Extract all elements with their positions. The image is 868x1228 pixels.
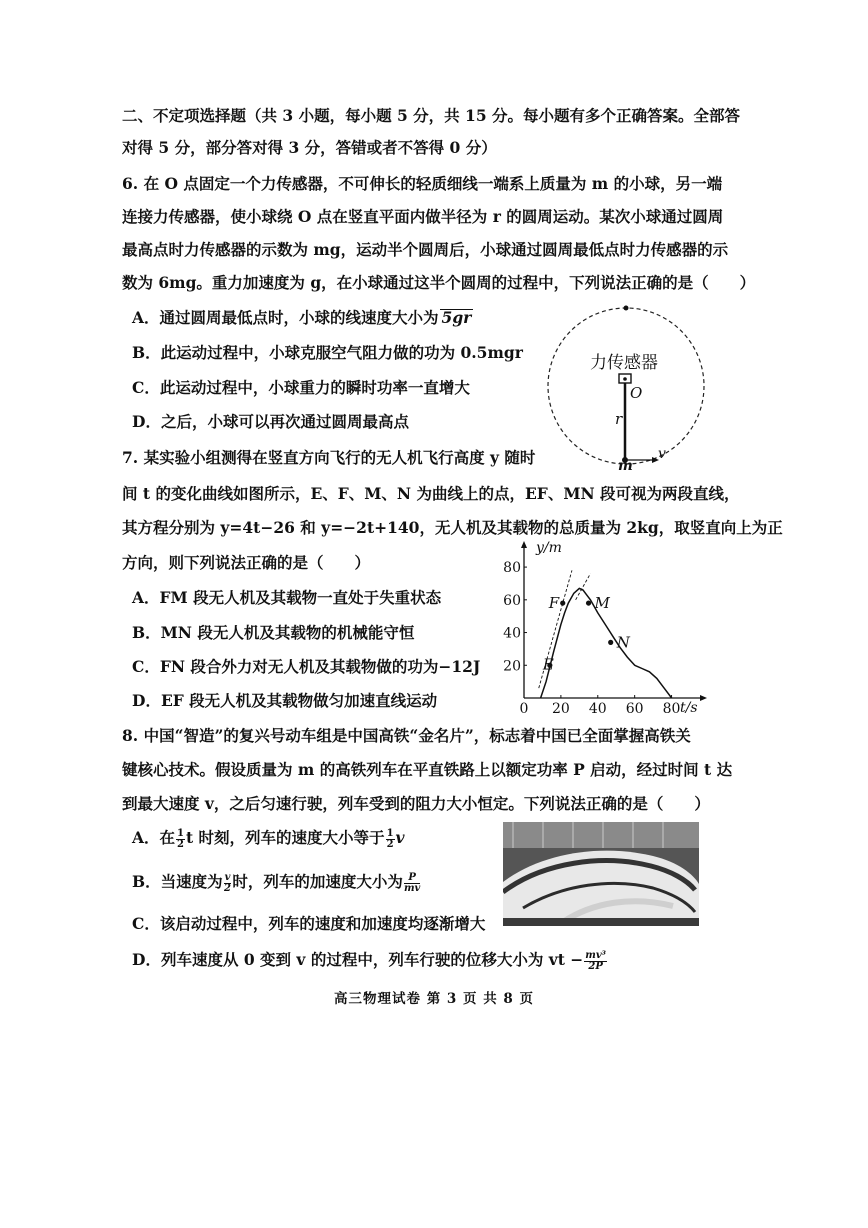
q8-option-a-part1: A．在 <box>132 828 176 847</box>
q8-option-d[interactable] <box>132 950 608 972</box>
q8-option-c[interactable]: C．该启动过程中，列车的速度和加速度均逐渐增大 <box>132 914 486 933</box>
q8-stem-line2: 键核心技术。假设质量为 m 的高铁列车在平直铁路上以额定功率 P 启动，经过时间 t 达 <box>122 760 733 779</box>
point-n-label: N <box>616 633 630 652</box>
train-illustration <box>503 822 699 926</box>
fraction-denominator: mv <box>403 882 421 894</box>
fraction-mv3-over-2p <box>584 951 607 972</box>
y-axis-arrowhead <box>521 541 527 548</box>
sensor-center-dot <box>623 377 627 381</box>
y-tick-label: 40 <box>503 625 521 642</box>
q6-stem-line4: 数为 6mg。重力加速度为 g，在小球通过这半个圆周的过程中，下列说法正确的是（ ） <box>122 273 756 292</box>
fraction-numerator: mv³ <box>585 949 607 961</box>
x-tick-label: 0 <box>519 701 529 717</box>
fraction-v-over-2 <box>224 873 232 894</box>
q6-option-d[interactable]: D．之后，小球可以再次通过圆周最高点 <box>132 412 409 431</box>
q8-stem-line3: 到最大速度 v，之后匀速行驶，列车受到的阻力大小恒定。下列说法正确的是（ ） <box>122 794 710 813</box>
q8-option-a-part2: t 时刻，列车的速度大小等于 <box>186 828 385 847</box>
section-header-line2: 对得 5 分，部分答对得 3 分，答错或者不答得 0 分） <box>122 138 497 157</box>
fraction-one-half <box>176 829 185 850</box>
x-tick-label: 40 <box>588 701 607 717</box>
q7-option-a[interactable]: A．FM 段无人机及其载物一直处于失重状态 <box>132 588 442 607</box>
q6-stem-line2: 连接力传感器，使小球绕 O 点在竖直平面内做半径为 r 的圆周运动。某次小球通过圆周 <box>122 207 724 226</box>
q7-stem-line2: 间 t 的变化曲线如图所示，E、F、M、N 为曲线上的点，EF、MN 段可视为两段直线， <box>122 484 740 503</box>
q6-circle-diagram <box>540 300 720 472</box>
q8-option-a-part3: v <box>395 828 405 847</box>
point-f-dot <box>560 600 565 605</box>
q7-stem-line1: 7. 某实验小组测得在竖直方向飞行的无人机飞行高度 y 随时 <box>122 448 536 467</box>
radius-label: r <box>615 410 623 428</box>
page-footer: 高三物理试卷 第 3 页 共 8 页 <box>334 991 534 1007</box>
y-tick-label: 60 <box>503 592 521 609</box>
point-o-label: O <box>630 384 643 402</box>
fraction-denominator: 2 <box>224 882 231 894</box>
q8-option-b-part1: B．当速度为 <box>132 872 223 891</box>
point-m-dot <box>586 600 591 605</box>
point-e-label: E <box>542 655 554 674</box>
q7-option-b[interactable]: B．MN 段无人机及其载物的机械能守恒 <box>132 623 415 642</box>
fraction-denominator: 2 <box>386 838 394 850</box>
y-tick-label: 20 <box>503 658 521 675</box>
fraction-p-over-mv <box>404 873 420 894</box>
q8-option-b-part2: 时，列车的加速度大小为 <box>232 872 403 891</box>
q6-stem-line1: 6. 在 O 点固定一个力传感器，不可伸长的轻质细线一端系上质量为 m 的小球，另一端 <box>122 174 723 193</box>
fraction-numerator: 1 <box>177 827 184 839</box>
sensor-label: 力传感器 <box>590 353 658 373</box>
x-axis-arrowhead <box>700 695 707 701</box>
q8-stem-line1: 8. 中国“智造”的复兴号动车组是中国高铁“金名片”，标志着中国已全面掌握高铁关 <box>122 726 691 745</box>
x-axis-label: t/s <box>680 700 698 716</box>
fraction-denominator: 2 <box>177 838 184 850</box>
x-tick-label: 60 <box>625 701 644 717</box>
q6-option-a-text: A．通过圆周最低点时，小球的线速度大小为 <box>132 308 439 327</box>
q8-option-b[interactable] <box>132 872 421 894</box>
fraction-one-half-2 <box>386 829 395 850</box>
train-photo <box>503 822 699 926</box>
q8-option-d-text: D．列车速度从 0 变到 v 的过程中，列车行驶的位移大小为 vt − <box>132 950 584 969</box>
mass-label: m <box>618 458 633 472</box>
section-header-line1: 二、不定项选择题（共 3 小题，每小题 5 分，共 15 分。每小题有多个正确答案。全部答 <box>122 106 741 125</box>
q7-height-time-chart <box>500 538 710 724</box>
q7-stem-line4: 方向，则下列说法正确的是（ ） <box>122 553 371 572</box>
q6-option-a[interactable] <box>132 308 473 328</box>
fraction-denominator: 2P <box>588 960 603 972</box>
fraction-numerator: P <box>404 873 420 884</box>
x-tick-label: 80 <box>662 701 681 717</box>
q7-option-d[interactable]: D．EF 段无人机及其载物做匀加速直线运动 <box>132 691 438 710</box>
point-f-label: F <box>548 594 560 613</box>
fraction-numerator: v <box>224 871 231 883</box>
x-tick-label: 20 <box>551 701 570 717</box>
q8-option-a[interactable] <box>132 828 405 850</box>
fraction-numerator: 1 <box>386 827 394 839</box>
y-tick-label: 80 <box>503 560 521 577</box>
q7-option-c[interactable]: C．FN 段合外力对无人机及其载物做的功为−12J <box>132 657 481 676</box>
velocity-label: v <box>658 446 666 462</box>
q6-option-b[interactable]: B．此运动过程中，小球克服空气阻力做的功为 0.5mgr <box>132 343 523 362</box>
sqrt-expression: 5gr <box>441 308 472 327</box>
point-m-label: M <box>594 594 610 613</box>
y-axis-label: y/m <box>536 540 562 556</box>
q6-stem-line3: 最高点时力传感器的示数为 mg，运动半个圆周后，小球通过圆周最低点时力传感器的示 <box>122 240 729 259</box>
point-n-dot <box>608 640 613 645</box>
q6-option-c[interactable]: C．此运动过程中，小球重力的瞬时功率一直增大 <box>132 378 470 397</box>
q7-stem-line3: 其方程分别为 y=4t−26 和 y=−2t+140，无人机及其载物的总质量为 2kg，取竖直向上为正 <box>122 518 783 537</box>
top-point-dot <box>624 306 629 311</box>
